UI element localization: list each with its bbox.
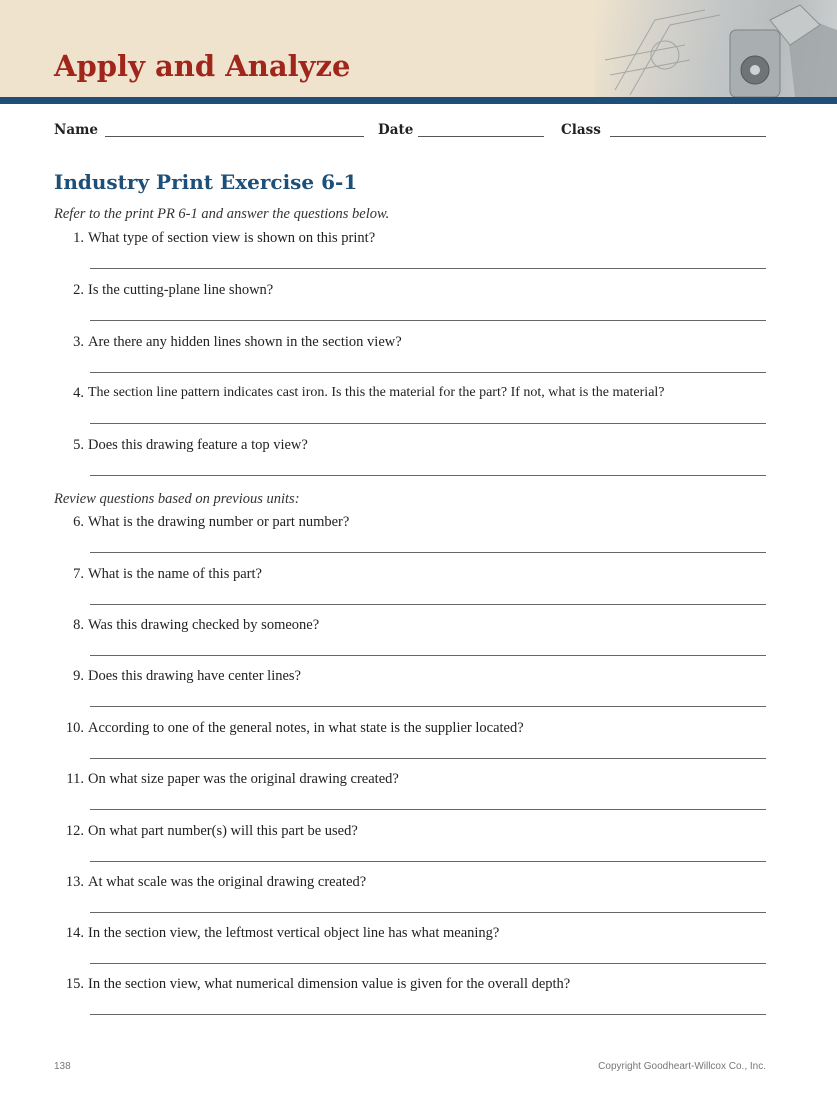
question-number: 14.: [65, 925, 84, 941]
question-number: 10.: [65, 720, 84, 736]
answer-line[interactable]: [90, 861, 766, 862]
question-text: Are there any hidden lines shown in the section view?: [88, 334, 402, 350]
answer-line[interactable]: [90, 1014, 766, 1015]
name-field[interactable]: [105, 136, 364, 137]
answer-line[interactable]: [90, 268, 766, 269]
answer-line[interactable]: [90, 963, 766, 964]
section-intro: Refer to the print PR 6-1 and answer the questions below.: [54, 206, 390, 222]
question-number: 7.: [73, 566, 84, 582]
question-number: 1.: [73, 230, 84, 246]
answer-line[interactable]: [90, 552, 766, 553]
class-field[interactable]: [610, 136, 766, 137]
question-number: 11.: [66, 771, 84, 787]
question-text: Was this drawing checked by someone?: [88, 617, 320, 633]
date-field[interactable]: [418, 136, 544, 137]
name-label: Name: [54, 122, 98, 138]
question-number: 9.: [73, 668, 84, 684]
section-title: Industry Print Exercise 6-1: [54, 170, 358, 194]
answer-line[interactable]: [90, 604, 766, 605]
question-number: 2.: [73, 282, 84, 298]
page-header: [0, 0, 837, 97]
student-info-row: [54, 122, 766, 140]
question-number: 5.: [73, 437, 84, 453]
question-number: 13.: [65, 874, 84, 890]
answer-line[interactable]: [90, 655, 766, 656]
header-divider-bar: [0, 97, 837, 104]
question-text: According to one of the general notes, in what state is the supplier located?: [88, 720, 524, 736]
question-text: At what scale was the original drawing created?: [88, 874, 367, 890]
copyright-notice: Copyright Goodheart-Willcox Co., Inc.: [598, 1061, 766, 1072]
class-label: Class: [561, 122, 601, 138]
header-machinery-photo: [595, 0, 837, 97]
question-text: Is the cutting-plane line shown?: [88, 282, 274, 298]
answer-line[interactable]: [90, 475, 766, 476]
page-number: 138: [54, 1061, 71, 1072]
question-text: Does this drawing have center lines?: [88, 668, 301, 684]
answer-line[interactable]: [90, 912, 766, 913]
answer-line[interactable]: [90, 372, 766, 373]
question-number: 3.: [73, 334, 84, 350]
answer-line[interactable]: [90, 706, 766, 707]
date-label: Date: [378, 122, 414, 138]
question-number: 6.: [73, 514, 84, 530]
answer-line[interactable]: [90, 423, 766, 424]
answer-line[interactable]: [90, 320, 766, 321]
page-title: Apply and Analyze: [54, 49, 351, 83]
question-text: What is the drawing number or part number?: [88, 514, 350, 530]
question-text: The section line pattern indicates cast iron. Is this the material for the part? If not, what is the material?: [88, 385, 665, 400]
question-text: What type of section view is shown on this print?: [88, 230, 376, 246]
question-text: What is the name of this part?: [88, 566, 262, 582]
question-text: On what part number(s) will this part be used?: [88, 823, 358, 839]
review-intro: Review questions based on previous units:: [54, 491, 300, 507]
answer-line[interactable]: [90, 758, 766, 759]
question-text: Does this drawing feature a top view?: [88, 437, 308, 453]
question-number: 12.: [65, 823, 84, 839]
machinery-illustration: [595, 0, 837, 97]
question-text: In the section view, the leftmost vertical object line has what meaning?: [88, 925, 500, 941]
question-text: On what size paper was the original drawing created?: [88, 771, 399, 787]
question-number: 8.: [73, 617, 84, 633]
question-text: In the section view, what numerical dimension value is given for the overall depth?: [88, 976, 571, 992]
question-number: 15.: [65, 976, 84, 992]
question-number: 4.: [73, 385, 84, 401]
answer-line[interactable]: [90, 809, 766, 810]
